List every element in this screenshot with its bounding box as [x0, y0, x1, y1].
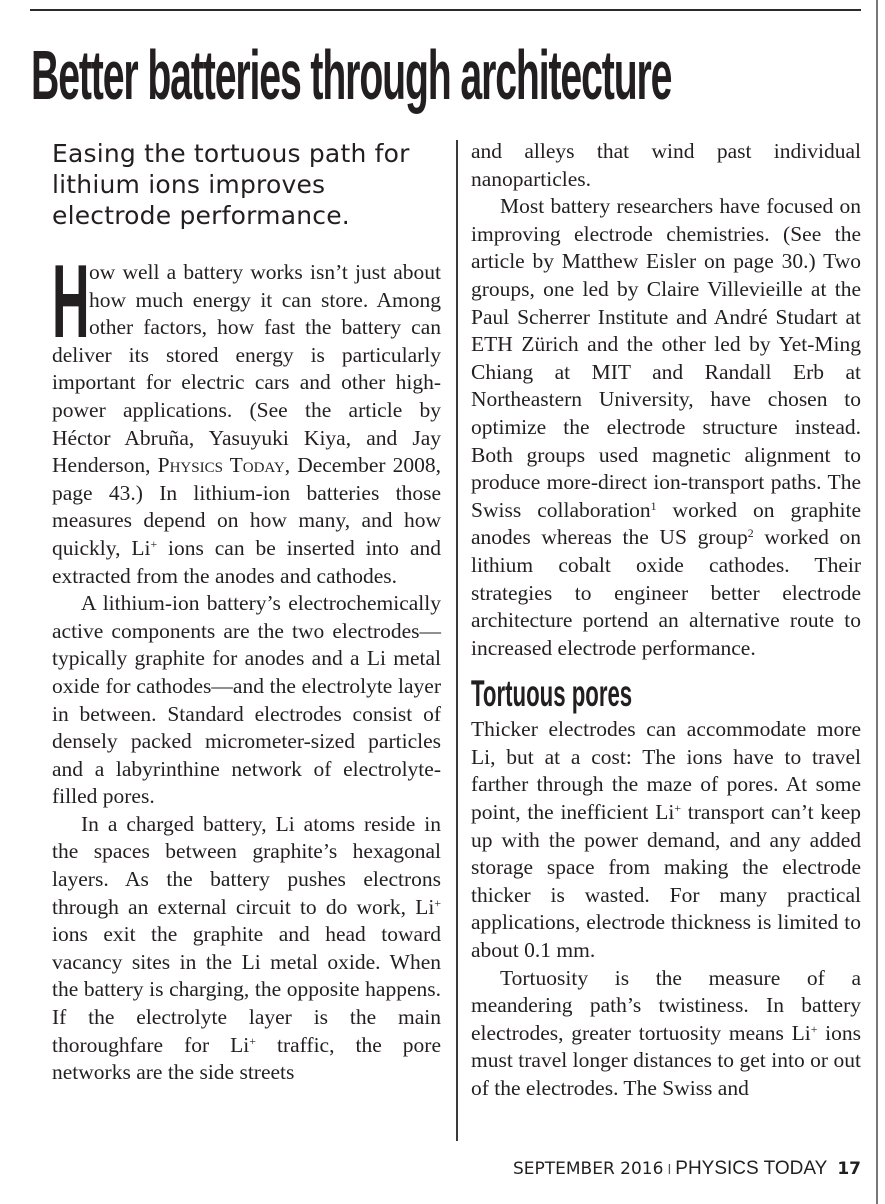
- paragraph-4: Most battery researchers have focused on improving electrode chemistries. (See the article by Matthew Eisler on page 30.) Two groups, one led by Claire Villevieille at the Paul Scherrer Institute and André Studart at ETH Zürich and the other led by Yet-Ming Chiang at MIT and Randall Erb at Northeastern University, have chosen to optimize the electrode structure instead. Both groups used magnetic alignment to produce more-direct ion-transport paths. The Swiss collaboration$^1$ worked on graphite anodes whereas the US group$^2$ worked on lithium cobalt oxide cathodes. Their strategies to engineer better electrode architecture portend an alternative route to increased electrode performance.: [471, 194, 862, 660]
- magazine-name: Physics Today: [157, 453, 285, 478]
- footer-separator: I: [667, 1163, 672, 1178]
- paragraph-2: A lithium-ion battery’s electrochemically active components are the two electrodes—typically graphite for anodes and a Li metal oxide for cathodes—and the electrolyte layer in between. Standard electrodes consist of densely packed micrometer-sized particles and a labyrinthine network of electrolyte-filled pores.: [52, 591, 441, 809]
- section-heading: Tortuous pores: [471, 673, 633, 715]
- page-number: 17: [837, 1159, 861, 1179]
- page-edge: [876, 0, 878, 1204]
- column-divider: [456, 140, 458, 1141]
- drop-cap: H: [52, 244, 90, 360]
- paragraph-1: How well a battery works isn’t just about how much energy it can store. Among other factors, how fast the battery can deliver its stored energy is particularly important for electric cars and other high-power applications. (See the article by Héctor Abruña, Yasuyuki Kiya, and Jay Henderson, Physics Today, December 2008, page 43.) In lithium-ion batteries those measures depend on how many, and how quickly, Li+ ions can be inserted into and extracted from the anodes and cathodes.: [52, 244, 441, 588]
- paragraph-3-continued: and alleys that wind past individual nanoparticles.: [471, 139, 861, 191]
- footer-magazine: PHYSICS TODAY: [675, 1158, 828, 1179]
- footer-date: SEPTEMBER 2016: [512, 1159, 664, 1179]
- page-footer: [513, 1158, 861, 1182]
- reference-1[interactable]: 1: [650, 498, 657, 513]
- left-column: [52, 244, 442, 1087]
- paragraph-5: Thicker electrodes can accommodate more Li, but at a cost: The ions have to travel farther through the maze of pores. At some point, the inefficient Li+ transport can’t keep up with the power demand, and any added storage space from making the electrode thicker is wasted. For many practical applications, electrode thickness is limited to about 0.1 mm.: [471, 717, 861, 963]
- article-deck: Easing the tortuous path for lithium ions improves electrode performance.: [52, 139, 410, 230]
- right-column: [471, 138, 861, 1103]
- paragraph-3: In a charged battery, Li atoms reside in the spaces between graphite’s hexagonal layers. As the battery pushes electrons through an external circuit to do work, Li+ ions exit the graphite and head toward vacancy sites in the Li metal oxide. When the battery is charging, the opposite happens. If the electrolyte layer is the main thoroughfare for Li+ traffic, the pore networks are the side streets: [52, 811, 442, 1085]
- reference-2[interactable]: 2: [747, 526, 754, 541]
- paragraph-6: Tortuosity is the measure of a meandering path’s twistiness. In battery electrodes, greater tortuosity means Li+ ions must travel longer distances to get into or out of the electrodes. The Swiss and: [471, 965, 861, 1100]
- top-rule: [30, 9, 861, 11]
- article-title: Better batteries through architecture: [31, 36, 672, 114]
